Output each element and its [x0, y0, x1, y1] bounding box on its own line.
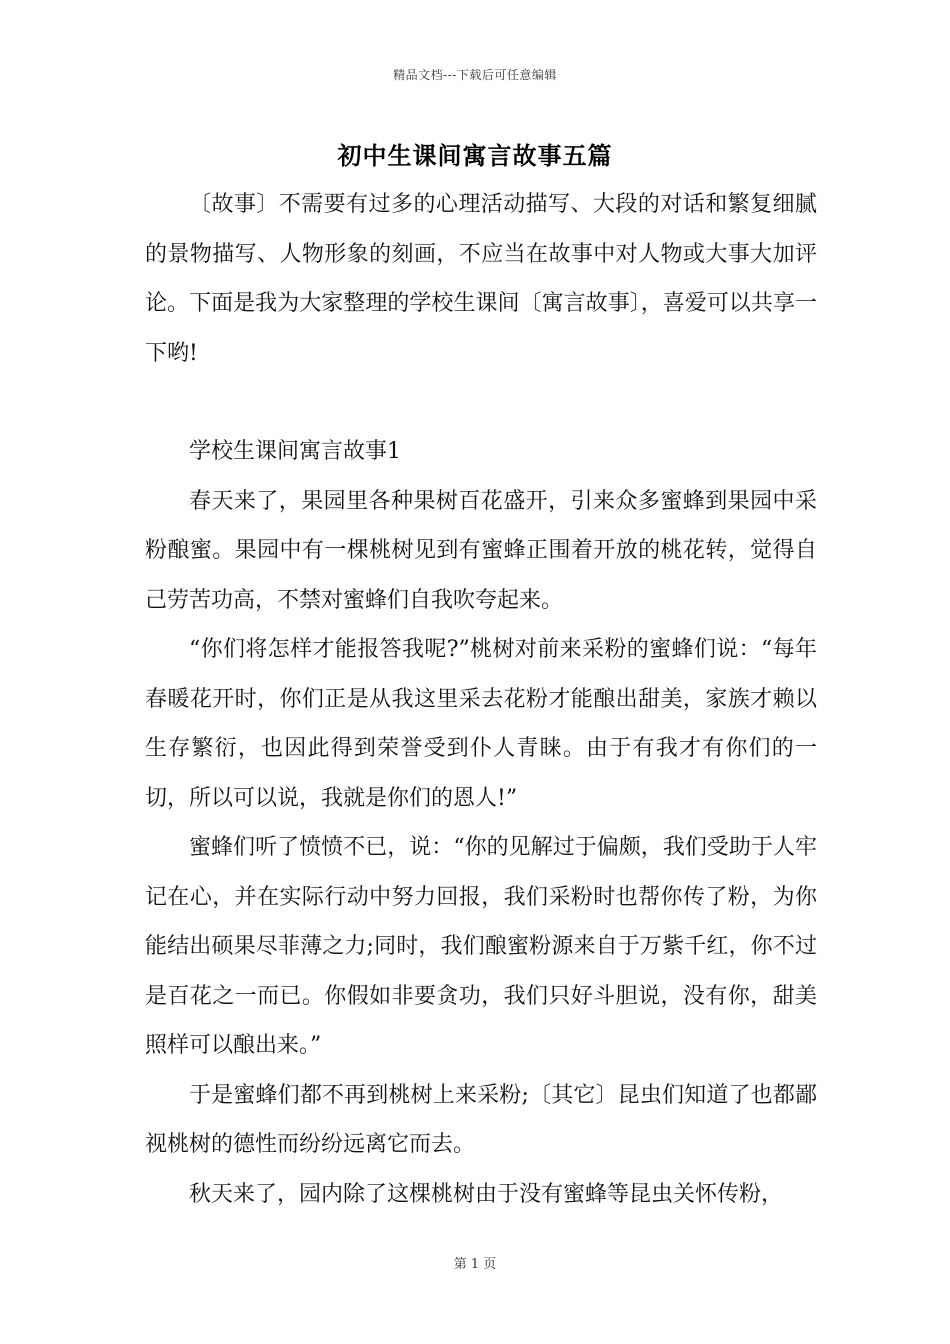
section-spacer	[145, 378, 817, 427]
story-paragraph-2: “你们将怎样才能报答我呢?”桃树对前来采粉的蜜蜂们说：“每年春暖花开时，你们正是从我这里采去花粉才能酿出甜美，家族才赖以生存繁衍，也因此得到荣誉受到仆人青睐。由于有我才有你们的一切，所以可以说，我就是你们的恩人!”	[145, 637, 817, 811]
story-paragraph-1: 春天来了，果园里各种果树百花盛开，引来众多蜜蜂到果园中采粉酿蜜。果园中有一棵桃树见到有蜜蜂正围着开放的桃花转，觉得自己劳苦功高，不禁对蜜蜂们自我吹夸起来。	[145, 488, 817, 613]
story-paragraph-4: 于是蜜蜂们都不再到桃树上来采粉;〔其它〕昆虫们知道了也都鄙视桃树的德性而纷纷远离它而去。	[145, 1082, 817, 1157]
section-heading: 学校生课间寓言故事1	[189, 439, 401, 464]
page-number: 第 1 页	[453, 1257, 497, 1272]
document-title: 初中生课间寓言故事五篇	[337, 141, 613, 170]
story-paragraph-5: 秋天来了，园内除了这棵桃树由于没有蜜蜂等昆虫关怀传粉，	[189, 1181, 784, 1207]
page-header: 精品文档---下载后可任意编辑	[393, 68, 557, 82]
story-paragraph-3: 蜜蜂们听了愤愤不已，说：“你的见解过于偏颇，我们受助于人牢记在心，并在实际行动中努力回报，我们采粉时也帮你传了粉，为你能结出硕果尽菲薄之力;同时，我们酿蜜粉源来自于万紫千红，你不过是百花之一而已。你假如非要贪功，我们只好斗胆说，没有你，甜美照样可以酿出来。”	[145, 835, 817, 1058]
intro-paragraph: 〔故事〕不需要有过多的心理活动描写、大段的对话和繁复细腻的景物描写、人物形象的刻画，不应当在故事中对人物或大事大加评论。下面是我为大家整理的学校生课间〔寓言故事〕，喜爱可以共享一下哟!	[145, 192, 817, 366]
document-body	[145, 180, 817, 1219]
